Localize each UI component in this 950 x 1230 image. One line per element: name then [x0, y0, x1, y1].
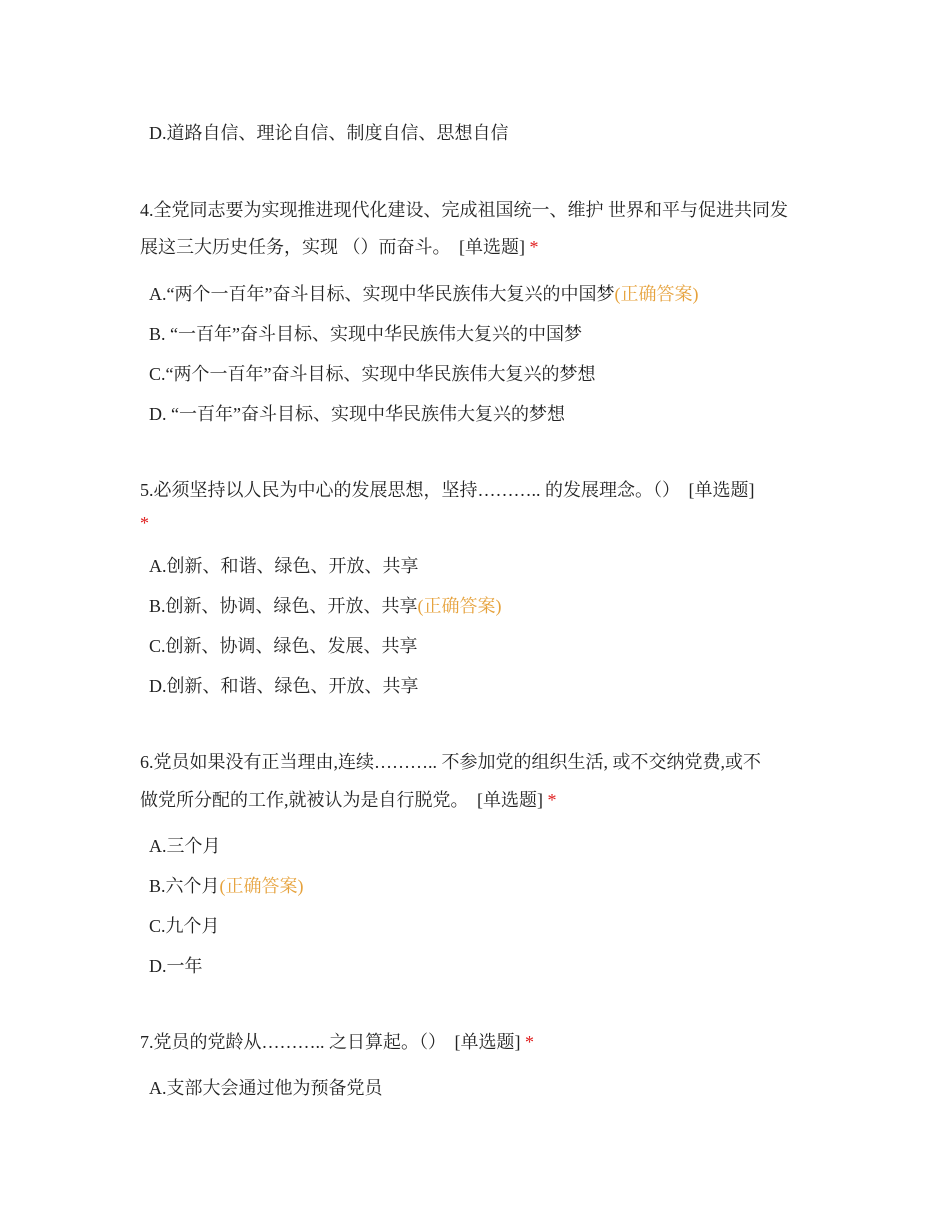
- q6-question-text-cont: [140, 788, 557, 812]
- question-type-label: [单选题]: [688, 480, 755, 500]
- question-type-label: [单选题]: [459, 237, 525, 257]
- q5-option-a[interactable]: [149, 554, 419, 578]
- option-label: C.九个月: [149, 916, 220, 936]
- q6-option-d[interactable]: [149, 954, 203, 978]
- required-marker: *: [525, 1032, 534, 1052]
- option-label: B.六个月: [149, 876, 220, 896]
- q7-option-a[interactable]: [149, 1076, 383, 1100]
- option-label: D.一年: [149, 956, 203, 976]
- q7-question-text: [140, 1030, 534, 1054]
- option-label: A.创新、和谐、绿色、开放、共享: [149, 556, 419, 576]
- option-label: D. “一百年”奋斗目标、实现中华民族伟大复兴的梦想: [149, 404, 565, 424]
- q4-question-text-cont: [140, 235, 539, 259]
- q5-option-d[interactable]: [149, 674, 419, 698]
- correct-answer-tag: (正确答案): [417, 596, 502, 616]
- option-label: B. “一百年”奋斗目标、实现中华民族伟大复兴的中国梦: [149, 324, 582, 344]
- q6-option-a[interactable]: [149, 834, 221, 858]
- question-text-line: 展这三大历史任务，实现 （）而奋斗。: [140, 237, 451, 257]
- q4-option-b[interactable]: [149, 322, 582, 346]
- question-text-line: 6.党员如果没有正当理由,连续……….. 不参加党的组织生活, 或不交纳党费,或不: [140, 752, 761, 772]
- correct-answer-tag: (正确答案): [614, 284, 699, 304]
- option-label: D.创新、和谐、绿色、开放、共享: [149, 676, 419, 696]
- q5-option-c[interactable]: [149, 634, 418, 658]
- option-label: D.道路自信、理论自信、制度自信、思想自信: [149, 123, 509, 143]
- q3-option-d[interactable]: [149, 121, 509, 145]
- option-label: C.“两个一百年”奋斗目标、实现中华民族伟大复兴的梦想: [149, 364, 596, 384]
- required-marker: *: [529, 237, 539, 257]
- q5-required-line: [140, 511, 149, 535]
- option-label: C.创新、协调、绿色、发展、共享: [149, 636, 418, 656]
- q4-question-text: [140, 198, 788, 222]
- option-label: B.创新、协调、绿色、开放、共享: [149, 596, 418, 616]
- q5-question-text: [140, 478, 755, 502]
- question-text-line: 4.全党同志要为实现推进现代化建设、完成祖国统一、维护 世界和平与促进共同发: [140, 200, 788, 220]
- q5-option-b[interactable]: [149, 594, 502, 618]
- option-label: A.三个月: [149, 836, 221, 856]
- question-text-line: 5.必须坚持以人民为中心的发展思想，坚持……….. 的发展理念。（）: [140, 480, 680, 500]
- question-type-label: [单选题]: [477, 790, 543, 810]
- q4-option-a[interactable]: [149, 282, 698, 306]
- option-label: A.支部大会通过他为预备党员: [149, 1078, 383, 1098]
- required-marker: *: [547, 790, 557, 810]
- required-marker: *: [140, 513, 149, 533]
- q6-option-b[interactable]: [149, 874, 304, 898]
- q6-question-text: [140, 750, 761, 774]
- q6-option-c[interactable]: [149, 914, 220, 938]
- question-text-line: 做党所分配的工作,就被认为是自行脱党。: [140, 790, 469, 810]
- correct-answer-tag: (正确答案): [219, 876, 304, 896]
- question-text-line: 7.党员的党龄从……….. 之日算起。（）: [140, 1032, 446, 1052]
- question-type-label: [单选题]: [454, 1032, 521, 1052]
- q4-option-c[interactable]: [149, 362, 595, 386]
- q4-option-d[interactable]: [149, 402, 565, 426]
- option-label: A.“两个一百年”奋斗目标、实现中华民族伟大复兴的中国梦: [149, 284, 615, 304]
